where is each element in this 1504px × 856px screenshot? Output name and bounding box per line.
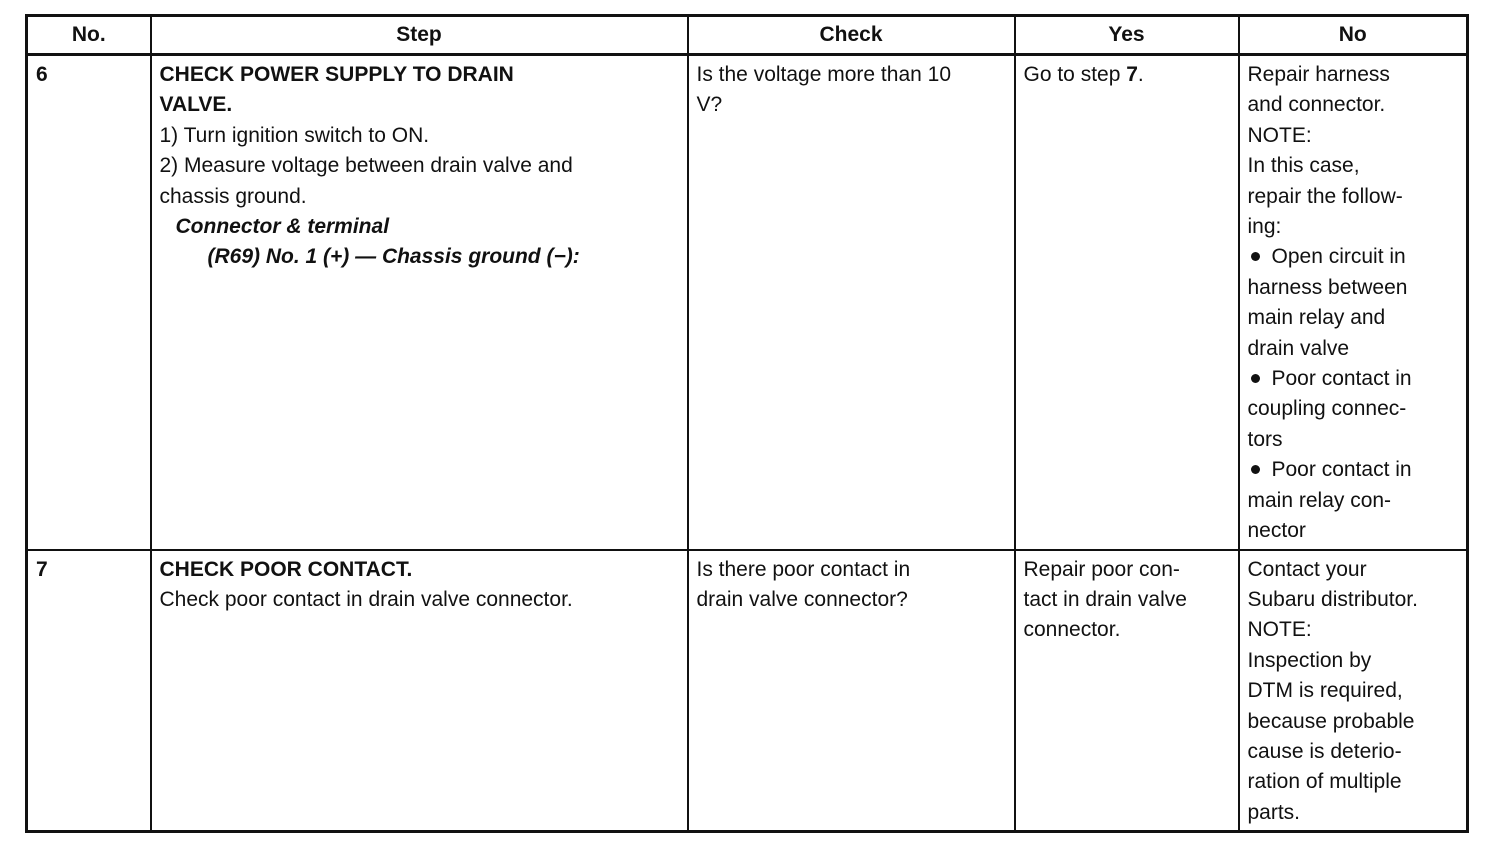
connector-terminal-label: Connector & terminal [175, 215, 390, 239]
no-action [1239, 550, 1468, 832]
step-instruction: chassis ground. [159, 184, 307, 208]
bullet-icon [1251, 252, 1260, 261]
note-label: NOTE: [1247, 123, 1312, 147]
bullet-item [1248, 242, 1459, 272]
check-text: drain valve connector? [696, 587, 908, 611]
no-text: Repair harness [1247, 63, 1390, 86]
no-text: Subaru distributor. [1247, 587, 1418, 611]
bullet-item [1248, 455, 1459, 485]
connector-terminal-spec: (R69) No. 1 (+) — Chassis ground (−): [207, 245, 580, 269]
header-yes: Yes [1015, 16, 1239, 55]
header-no: No. [27, 16, 151, 55]
bullet-icon [1251, 374, 1260, 383]
note-text: repair the follow- [1247, 184, 1403, 208]
bullet-text: main relay con- [1247, 488, 1392, 512]
note-text: DTM is required, [1247, 679, 1403, 703]
step-instruction: Check poor contact in drain valve connector. [159, 587, 573, 611]
bullet-icon [1251, 465, 1260, 474]
check-text: Is there poor contact in [696, 557, 911, 581]
header-check: Check [688, 16, 1015, 55]
table-row-step-6 [27, 55, 1468, 550]
header-no-result: No [1239, 16, 1468, 55]
note-text: ration of multiple [1247, 770, 1402, 794]
step-reference: 7 [1126, 63, 1138, 86]
step-instruction: 2) Measure voltage between drain valve and [159, 154, 573, 178]
step-title: CHECK POOR CONTACT. [159, 557, 413, 581]
header-step: Step [151, 16, 688, 55]
check-text: Is the voltage more than 10 [696, 63, 951, 86]
yes-text: Go to step [1023, 63, 1127, 86]
no-text: and connector. [1247, 93, 1386, 117]
bullet-text: harness between [1247, 275, 1408, 299]
note-text: parts. [1247, 800, 1301, 824]
note-text: ing: [1247, 215, 1282, 239]
step-title: CHECK POWER SUPPLY TO DRAIN [159, 63, 514, 86]
header-row [27, 16, 1468, 55]
no-action [1239, 55, 1468, 550]
step-description [151, 550, 688, 832]
yes-text: tact in drain valve [1023, 587, 1187, 611]
bullet-text: Poor contact in [1271, 458, 1412, 482]
step-description [151, 55, 688, 550]
bullet-text: Open circuit in [1271, 245, 1406, 269]
step-title-continued: VALVE. [159, 93, 233, 117]
bullet-text: drain valve [1247, 336, 1350, 360]
bullet-item [1248, 364, 1459, 394]
note-text: cause is deterio- [1247, 739, 1402, 763]
yes-text: connector. [1023, 618, 1121, 642]
yes-action [1015, 550, 1239, 832]
step-number: 6 [27, 55, 151, 550]
check-question [688, 550, 1015, 832]
bullet-text: main relay and [1247, 306, 1386, 330]
diagnostic-procedure-sheet [25, 14, 1466, 833]
note-label: NOTE: [1247, 618, 1312, 642]
check-text: V? [696, 93, 723, 117]
note-text: because probable [1247, 709, 1415, 733]
step-instruction: 1) Turn ignition switch to ON. [159, 123, 430, 147]
bullet-text: Poor contact in [1271, 367, 1412, 391]
step-number: 7 [27, 550, 151, 832]
note-text: Inspection by [1247, 648, 1372, 672]
note-text: In this case, [1247, 154, 1360, 178]
diagnostic-table [25, 14, 1469, 833]
bullet-text: tors [1247, 427, 1283, 451]
yes-text: Repair poor con- [1023, 557, 1180, 581]
bullet-text: coupling connec- [1247, 397, 1407, 421]
bullet-text: nector [1247, 519, 1306, 543]
yes-text-suffix: . [1137, 63, 1144, 86]
check-question [688, 55, 1015, 550]
table-row-step-7 [27, 550, 1468, 832]
no-text: Contact your [1247, 557, 1367, 581]
yes-action [1015, 55, 1239, 550]
